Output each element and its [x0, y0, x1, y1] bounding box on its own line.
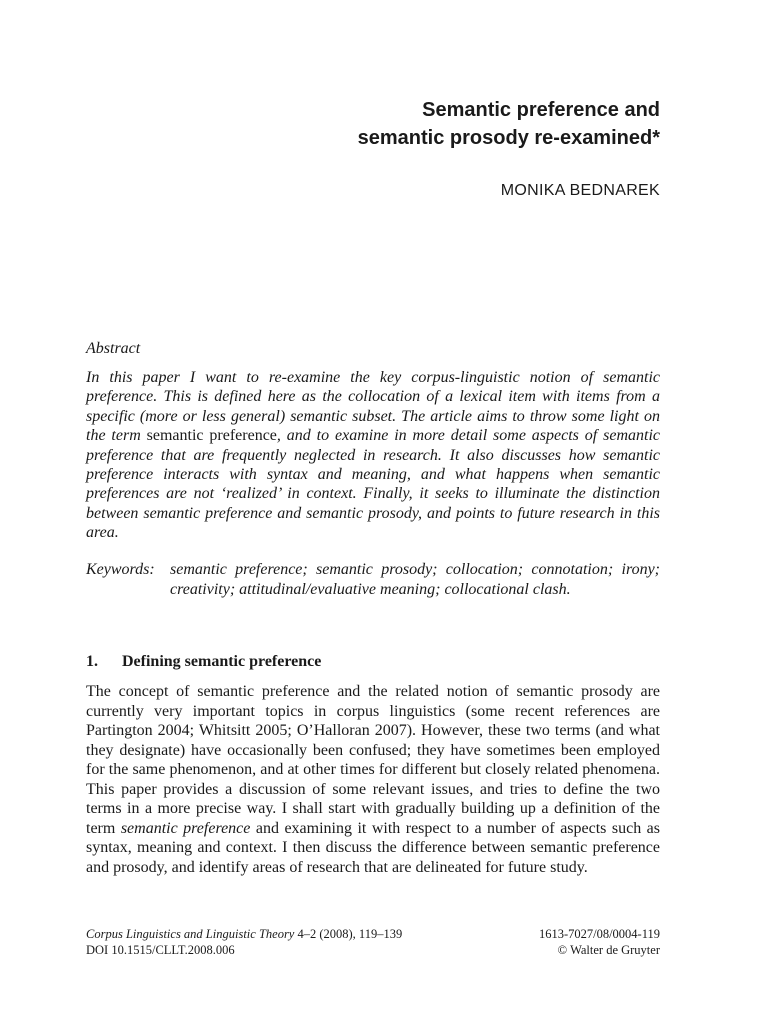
- keywords: [86, 560, 660, 600]
- title-line-1: Semantic preference and: [422, 99, 660, 121]
- paragraph-term: semantic preference: [120, 819, 251, 837]
- title-line-2: semantic prosody re-examined*: [357, 127, 660, 149]
- footer-doi: DOI 10.1515/CLLT.2008.006: [86, 943, 235, 957]
- paragraph-part-1: The concept of semantic preference and the related notion of semantic prosody are currently very important topics in corpus linguistics (some recent references are Partington 2004; Whitsitt 2005; O’Halloran 2007). However, these two terms (and what they designate) have occasionally been confused; they have sometimes been employed for the same phenomenon, and at other times for different but closely related phenomena. This paper provides a discussion of some relevant issues, and tries to define the two terms in a more precise way. I shall start with gradually building up a definition of the term: [86, 683, 660, 837]
- abstract-part-2: , and to examine in more detail some aspects of semantic preference that are frequently neglected in research. It also discusses how semantic preference interacts with syntax and meaning, and what happens when semantic preferences are not ‘realized’ in context. Finally, it seeks to illuminate the distinction between semantic preference and semantic prosody, and points to future research in this area.: [86, 427, 661, 542]
- journal-name: Corpus Linguistics and Linguistic Theory: [86, 927, 295, 941]
- abstract-label: Abstract: [86, 340, 141, 357]
- paper-title: [358, 96, 660, 152]
- abstract-text: [86, 368, 660, 543]
- footer-journal-line: [86, 926, 402, 942]
- footer-citation: [86, 926, 402, 958]
- body-paragraph: [86, 682, 660, 877]
- abstract-term: semantic preference: [146, 427, 277, 445]
- author-name: MONIKA BEDNAREK: [500, 182, 660, 199]
- abstract-part-1: In this paper I want to re-examine the key corpus-linguistic notion of semantic preference. This is defined here as the collocation of a lexical item with items from a specific (more or less general) semantic subset. The article aims to throw some light on the term: [86, 369, 660, 445]
- footer-publisher: [539, 926, 660, 958]
- section-title: Defining semantic preference: [122, 653, 322, 670]
- footer-copyright: © Walter de Gruyter: [557, 943, 660, 957]
- footer-issn: 1613-7027/08/0004-119: [538, 927, 660, 941]
- journal-citation: 4–2 (2008), 119–139: [294, 927, 403, 941]
- paragraph-part-2: and examining it with respect to a number of aspects such as syntax, meaning and context. I then discuss the difference between semantic preference and prosody, and identify areas of research that are delineated for future study.: [86, 819, 661, 876]
- keywords-label: Keywords:: [86, 561, 155, 578]
- keywords-text: semantic preference; semantic prosody; collocation; connotation; irony; creativity; attitudinal/evaluative meaning; collocational clash.: [170, 561, 660, 598]
- section-number: 1.: [86, 653, 98, 670]
- section-heading: [86, 653, 321, 671]
